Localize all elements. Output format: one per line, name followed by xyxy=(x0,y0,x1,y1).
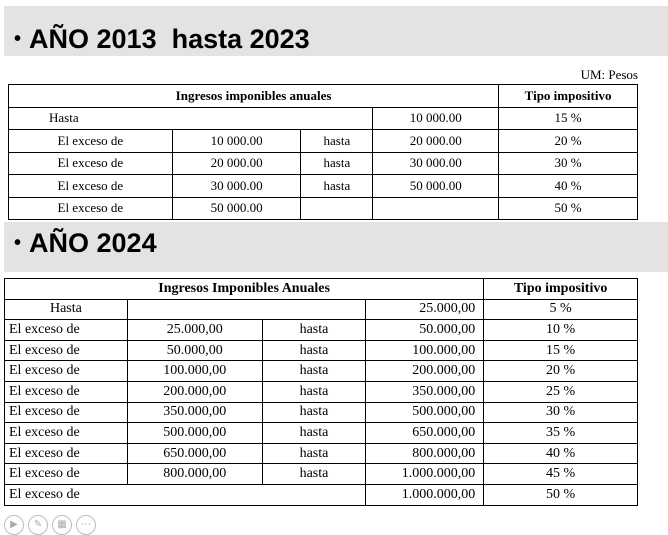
row-to xyxy=(373,197,499,220)
row-rate: 10 % xyxy=(484,320,638,341)
slide-controls xyxy=(4,515,96,529)
table-row xyxy=(5,340,638,361)
row-word: hasta xyxy=(262,320,366,341)
row-label: El exceso de xyxy=(5,443,128,464)
row-rate: 35 % xyxy=(484,423,638,444)
row-word: hasta xyxy=(262,381,366,402)
row-word: hasta xyxy=(301,175,373,198)
table-row xyxy=(5,320,638,341)
row-to: 500.000,00 xyxy=(366,402,484,423)
row-from: 20 000.00 xyxy=(172,152,301,175)
row-to: 1.000.000,00 xyxy=(366,464,484,485)
row-word: hasta xyxy=(262,361,366,382)
row-rate: 15 % xyxy=(499,107,638,130)
table-row xyxy=(5,402,638,423)
table-row xyxy=(9,175,638,198)
row-to: 20 000.00 xyxy=(373,130,499,153)
row-rate: 5 % xyxy=(484,299,638,320)
row-rate: 40 % xyxy=(484,443,638,464)
table-row xyxy=(9,130,638,153)
heading-2013-2023-text: AÑO 2013 hasta 2023 xyxy=(29,24,310,54)
row-from: 10 000.00 xyxy=(172,130,301,153)
row-rate: 40 % xyxy=(499,175,638,198)
row-from: 350.000,00 xyxy=(127,402,262,423)
row-label: El exceso de xyxy=(9,175,173,198)
row-from: 50 000.00 xyxy=(172,197,301,220)
header-income: Ingresos Imponibles Anuales xyxy=(5,279,484,300)
table-row xyxy=(5,464,638,485)
row-from: 500.000,00 xyxy=(127,423,262,444)
row-word xyxy=(301,197,373,220)
table-row xyxy=(9,152,638,175)
slides-icon[interactable]: ▦ xyxy=(52,515,72,535)
more-icon[interactable]: ⋯ xyxy=(76,515,96,535)
row-from: 30 000.00 xyxy=(172,175,301,198)
heading-2013-2023 xyxy=(14,26,310,53)
row-to: 10 000.00 xyxy=(373,107,499,130)
row-to: 25.000,00 xyxy=(366,299,484,320)
table-row xyxy=(5,443,638,464)
tax-table-2013-2023 xyxy=(8,84,638,220)
row-word: hasta xyxy=(301,152,373,175)
row-label: El exceso de xyxy=(5,423,128,444)
table-row xyxy=(5,484,638,505)
row-to: 800.000,00 xyxy=(366,443,484,464)
table-row xyxy=(5,423,638,444)
row-label: El exceso de xyxy=(9,130,173,153)
row-from: 200.000,00 xyxy=(127,381,262,402)
row-from: 100.000,00 xyxy=(127,361,262,382)
row-rate: 30 % xyxy=(499,152,638,175)
row-rate: 45 % xyxy=(484,464,638,485)
row-from: 50.000,00 xyxy=(127,340,262,361)
row-label: El exceso de xyxy=(9,152,173,175)
header-income: Ingresos imponibles anuales xyxy=(9,85,499,108)
row-label: El exceso de xyxy=(5,320,128,341)
row-label: El exceso de xyxy=(5,484,366,505)
row-label: El exceso de xyxy=(5,381,128,402)
row-word: hasta xyxy=(301,130,373,153)
row-word: hasta xyxy=(262,423,366,444)
table-row xyxy=(5,381,638,402)
header-rate: Tipo impositivo xyxy=(484,279,638,300)
row-to: 350.000,00 xyxy=(366,381,484,402)
play-icon[interactable]: ▶ xyxy=(4,515,24,535)
table-row xyxy=(9,197,638,220)
row-rate: 20 % xyxy=(484,361,638,382)
row-word: hasta xyxy=(262,402,366,423)
row-word: hasta xyxy=(262,340,366,361)
pen-icon[interactable]: ✎ xyxy=(28,515,48,535)
header-rate: Tipo impositivo xyxy=(499,85,638,108)
row-from: 650.000,00 xyxy=(127,443,262,464)
row-label: El exceso de xyxy=(5,402,128,423)
row-rate: 50 % xyxy=(499,197,638,220)
row-label: El exceso de xyxy=(5,464,128,485)
row-to: 1.000.000,00 xyxy=(366,484,484,505)
heading-2024 xyxy=(14,230,157,257)
row-label: Hasta xyxy=(5,299,128,320)
row-word: hasta xyxy=(262,464,366,485)
row-label: El exceso de xyxy=(5,361,128,382)
table-header-row xyxy=(9,85,638,108)
row-from: 25.000,00 xyxy=(127,320,262,341)
row-rate: 20 % xyxy=(499,130,638,153)
row-label: El exceso de xyxy=(9,197,173,220)
heading-2024-text: AÑO 2024 xyxy=(29,228,157,258)
row-from: 800.000,00 xyxy=(127,464,262,485)
row-label: Hasta xyxy=(9,107,373,130)
row-rate: 30 % xyxy=(484,402,638,423)
table-header-row xyxy=(5,279,638,300)
row-to: 650.000,00 xyxy=(366,423,484,444)
bullet-icon: • xyxy=(14,28,22,50)
row-to: 100.000,00 xyxy=(366,340,484,361)
row-empty xyxy=(127,299,365,320)
row-to: 30 000.00 xyxy=(373,152,499,175)
table-row xyxy=(5,361,638,382)
table-row xyxy=(5,299,638,320)
bullet-icon: • xyxy=(14,232,22,254)
row-rate: 25 % xyxy=(484,381,638,402)
row-to: 50.000,00 xyxy=(366,320,484,341)
currency-unit: UM: Pesos xyxy=(580,67,638,82)
row-rate: 15 % xyxy=(484,340,638,361)
row-to: 50 000.00 xyxy=(373,175,499,198)
tax-table-2024 xyxy=(4,278,638,506)
row-rate: 50 % xyxy=(484,484,638,505)
table-row xyxy=(9,107,638,130)
row-label: El exceso de xyxy=(5,340,128,361)
row-word: hasta xyxy=(262,443,366,464)
row-to: 200.000,00 xyxy=(366,361,484,382)
